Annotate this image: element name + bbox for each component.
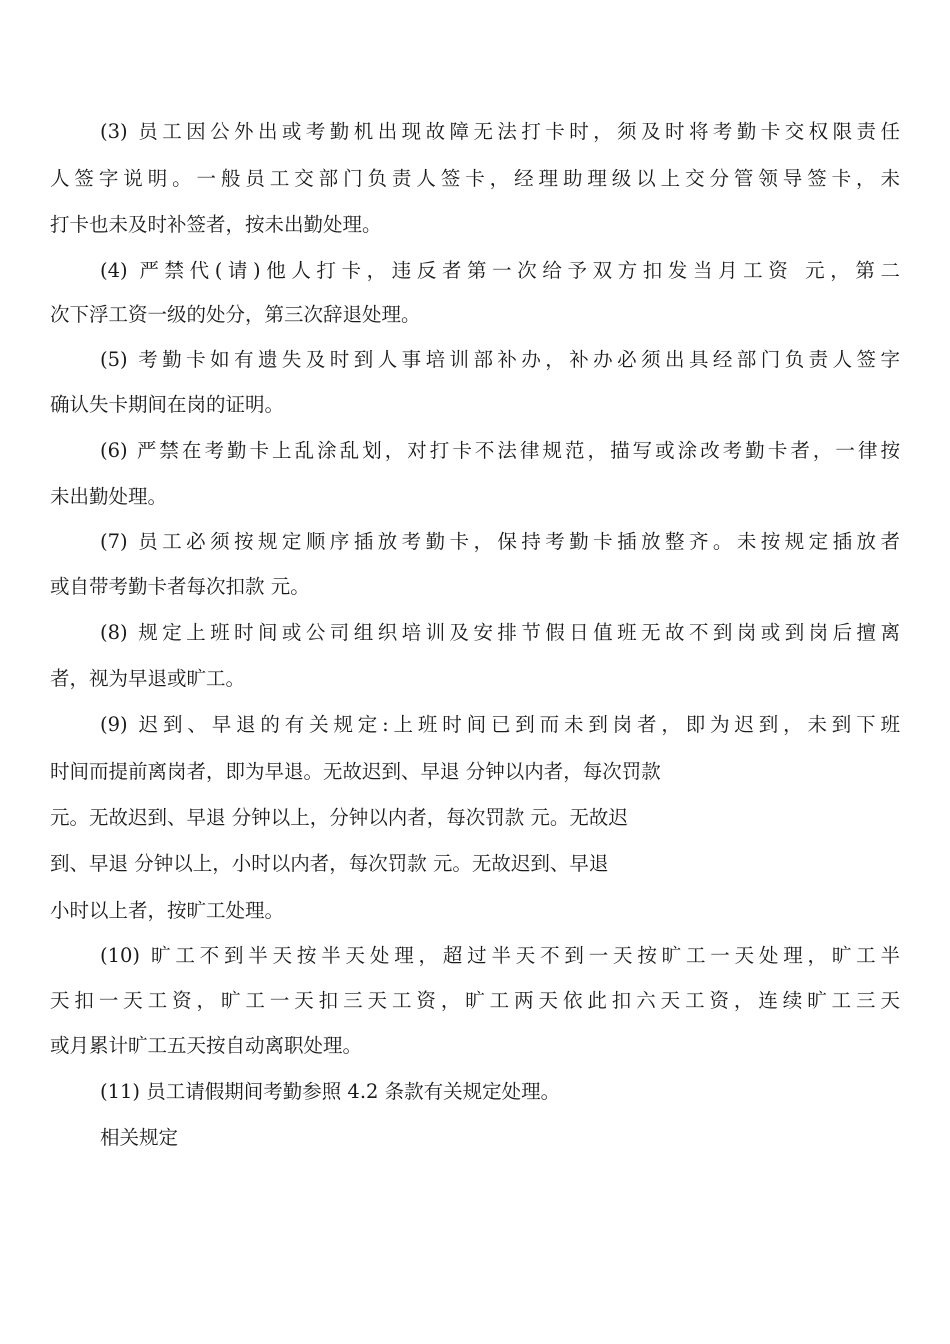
clause-7-line-1: (7) 员工必须按规定顺序插放考勤卡，保持考勤卡插放整齐。未按规定插放者: [100, 530, 900, 553]
clause-5-line-2: 确认失卡期间在岗的证明。: [50, 393, 285, 416]
clause-10-line-3: 或月累计旷工五天按自动离职处理。: [50, 1034, 363, 1057]
clause-8-line-1: (8) 规定上班时间或公司组织培训及安排节假日值班无故不到岗或到岗后擅离: [100, 621, 900, 644]
clause-9-line-4: 到、早退 分钟以上，小时以内者，每次罚款 元。无故迟到、早退: [50, 852, 609, 875]
section-heading-related-rules: 相关规定: [100, 1126, 179, 1149]
clause-5-line-1: (5) 考勤卡如有遗失及时到人事培训部补办，补办必须出具经部门负责人签字: [100, 348, 900, 371]
clause-9-line-1: (9) 迟到、早退的有关规定:上班时间已到而未到岗者，即为迟到，未到下班: [100, 713, 900, 736]
clause-9-line-5: 小时以上者，按旷工处理。: [50, 899, 285, 922]
clause-7-line-2: 或自带考勤卡者每次扣款 元。: [50, 575, 310, 598]
clause-10-line-2: 天扣一天工资，旷工一天扣三天工资，旷工两天依此扣六天工资，连续旷工三天: [50, 989, 900, 1012]
clause-4-line-1: (4) 严禁代(请)他人打卡，违反者第一次给予双方扣发当月工资 元，第二: [100, 259, 900, 282]
clause-3-line-1: (3) 员工因公外出或考勤机出现故障无法打卡时，须及时将考勤卡交权限责任: [100, 120, 900, 143]
clause-6-line-1: (6) 严禁在考勤卡上乱涂乱划，对打卡不法律规范，描写或涂改考勤卡者，一律按: [100, 439, 900, 462]
clause-6-line-2: 未出勤处理。: [50, 485, 168, 508]
clause-9-line-3: 元。无故迟到、早退 分钟以上，分钟以内者，每次罚款 元。无故迟: [50, 806, 628, 829]
clause-8-line-2: 者，视为早退或旷工。: [50, 667, 246, 690]
clause-11-line-1: (11) 员工请假期间考勤参照 4.2 条款有关规定处理。: [100, 1080, 561, 1103]
clause-9-line-2: 时间而提前离岗者，即为早退。无故迟到、早退 分钟以内者，每次罚款: [50, 760, 661, 783]
clause-3-line-2: 人签字说明。一般员工交部门负责人签卡，经理助理级以上交分管领导签卡，未: [50, 167, 900, 190]
clause-10-line-1: (10) 旷工不到半天按半天处理，超过半天不到一天按旷工一天处理，旷工半: [100, 944, 900, 967]
clause-4-line-2: 次下浮工资一级的处分，第三次辞退处理。: [50, 303, 421, 326]
clause-3-line-3: 打卡也未及时补签者，按未出勤处理。: [50, 213, 382, 236]
